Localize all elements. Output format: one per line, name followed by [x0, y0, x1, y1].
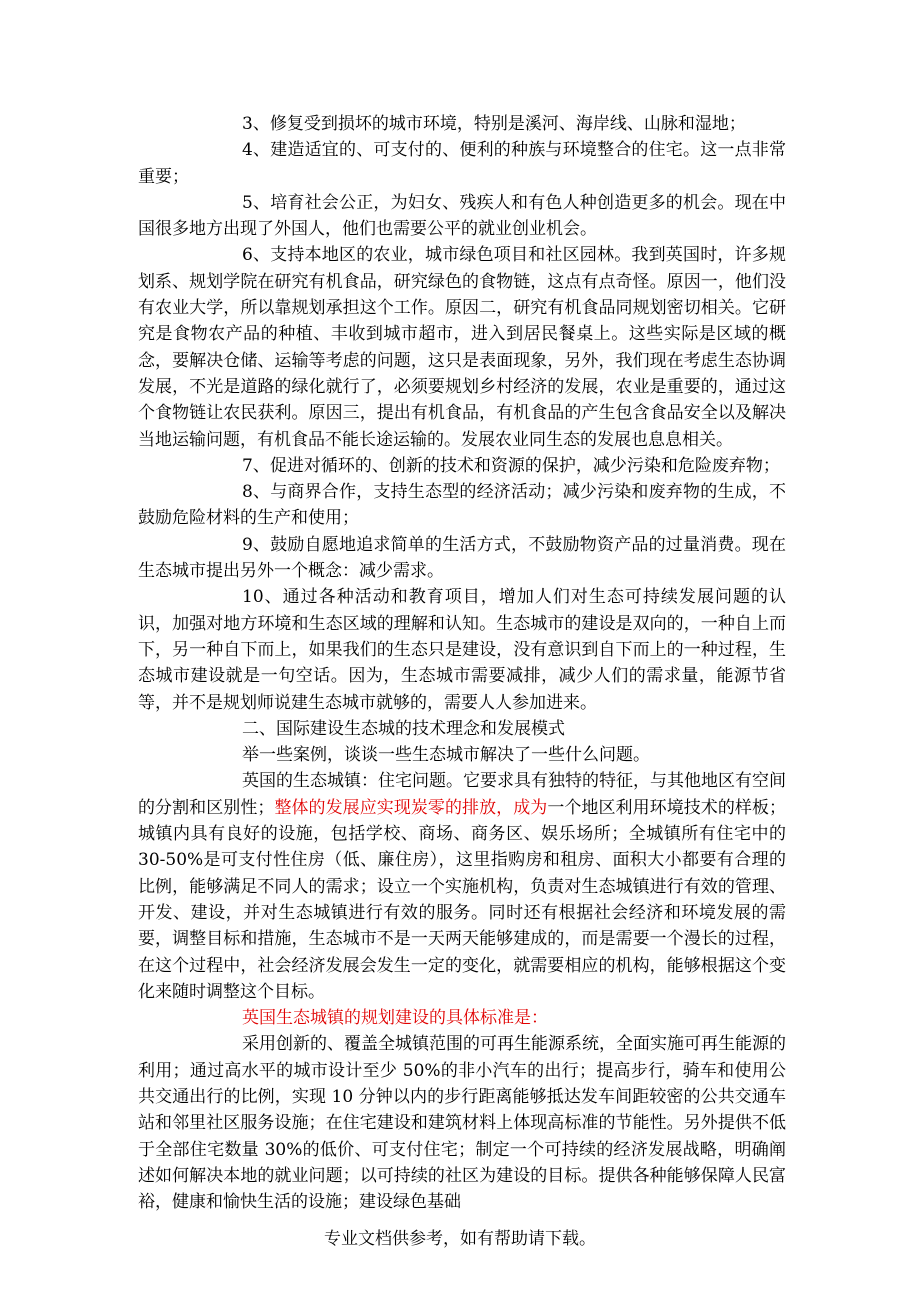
uk-eco-town-paragraph: [138, 768, 786, 1005]
uk-text-part2: 一个地区利用环境技术的样板；城镇内具有良好的设施，包括学校、商场、商务区、娱乐场所；全城镇所有住宅中的 30-50%是可支付性住房（低、廉住房），这里指购房和租房、面积大小都要有合理的比例，能够满足不同人的需求；设立一个实施机构，负责对生态城镇进行有效的管理、开发、建设，并对生态城镇进行有效的服务。同时还有根据社会经济和环境发展的需要，调整目标和措施，生态城市不是一天两天能够建成的，而是需要一个漫长的过程，在这个过程中，社会经济发展会发生一定的变化，就需要相应的机构，能够根据这个变化来随时调整这个目标。: [138, 797, 787, 1002]
paragraph-item-7: 7、促进对循环的、创新的技术和资源的保护，减少污染和危险废弃物；: [242, 455, 780, 476]
paragraph-item-8: 8、与商界合作，支持生态型的经济活动；减少污染和废弃物的生成，不鼓励危险材料的生产和使用；: [138, 482, 786, 529]
standards-heading: 英国生态城镇的规划建设的具体标准是：: [242, 1008, 548, 1029]
paragraph-item-3: 3、修复受到损坏的城市环境，特别是溪河、海岸线、山脉和湿地；: [242, 114, 746, 134]
uk-text-part1: 英国的生态城镇：住宅问题。它要求具有独特的特征，与其他地区有空间的分割和区别性；: [138, 771, 786, 818]
paragraph-item-9: 9、鼓励自愿地追求简单的生活方式，不鼓励物资产品的过量消费。现在生态城市提出另外一个概念：减少需求。: [138, 534, 786, 582]
paragraph-item-4: 4、建造适宜的、可支付的、便利的种族与环境整合的住宅。这一点非常重要；: [138, 140, 786, 187]
standards-paragraph: 采用创新的、覆盖全城镇范围的可再生能源系统，全面实施可再生能源的利用；通过高水平的城市设计至少 50%的非小汽车的出行；提高步行，骑车和使用公共交通出行的比例，实现 10 分钟以内的步行距离能够抵达发车间距较密的公共交通车站和邻里社区服务设施；在住宅建设和建筑材料上体现高标准的节能性。另外提供不低于全部住宅数量 30%的低价、可支付住宅；制定一个可持续的经济发展战略，明确阐述如何解决本地的就业问题；以可持续的社区为建设的目标。提供各种能够保障人民富裕，健康和愉快生活的设施；建设绿色基础: [138, 1034, 786, 1213]
document-body: [138, 111, 786, 1215]
section-heading: 二、国际建设生态城的技术理念和发展模式: [242, 718, 565, 739]
case-intro: 举一些案例，谈谈一些生态城市解决了一些什么问题。: [242, 745, 650, 766]
uk-highlight-text: 整体的发展应实现炭零的排放，成为: [274, 797, 548, 818]
page-footer: 专业文档供参考，如有帮助请下载。: [324, 1229, 596, 1249]
paragraph-item-6: 6、支持本地区的农业，城市绿色项目和社区园林。我到英国时，许多规划系、规划学院在研究有机食品，研究绿色的食物链，这点有点奇怪。原因一，他们没有农业大学，所以靠规划承担这个工作。原因二，研究有机食品同规划密切相关。它研究是食物农产品的种植、丰收到城市超市，进入到居民餐桌上。这些实际是区域的概念，要解决仓储、运输等考虑的问题，这只是表面现象，另外，我们现在考虑生态协调发展，不光是道路的绿化就行了，必须要规划乡村经济的发展，农业是重要的，通过这个食物链让农民获利。原因三，提出有机食品，有机食品的产生包含食品安全以及解决当地运输问题，有机食品不能长途运输的。发展农业同生态的发展也息息相关。: [138, 245, 786, 450]
paragraph-item-5: 5、培育社会公正，为妇女、残疾人和有色人种创造更多的机会。现在中国很多地方出现了外国人，他们也需要公平的就业创业机会。: [138, 192, 786, 240]
paragraph-item-10: 10、通过各种活动和教育项目，增加人们对生态可持续发展问题的认识，加强对地方环境和生态区域的理解和认知。生态城市的建设是双向的，一种自上而下，另一种自下而上，如果我们的生态只是建设，没有意识到自下而上的一种过程，生态城市建设就是一句空话。因为，生态城市需要减排，减少人们的需求量，能源节省等，并不是规划师说建生态城市就够的，需要人人参加进来。: [138, 587, 786, 713]
